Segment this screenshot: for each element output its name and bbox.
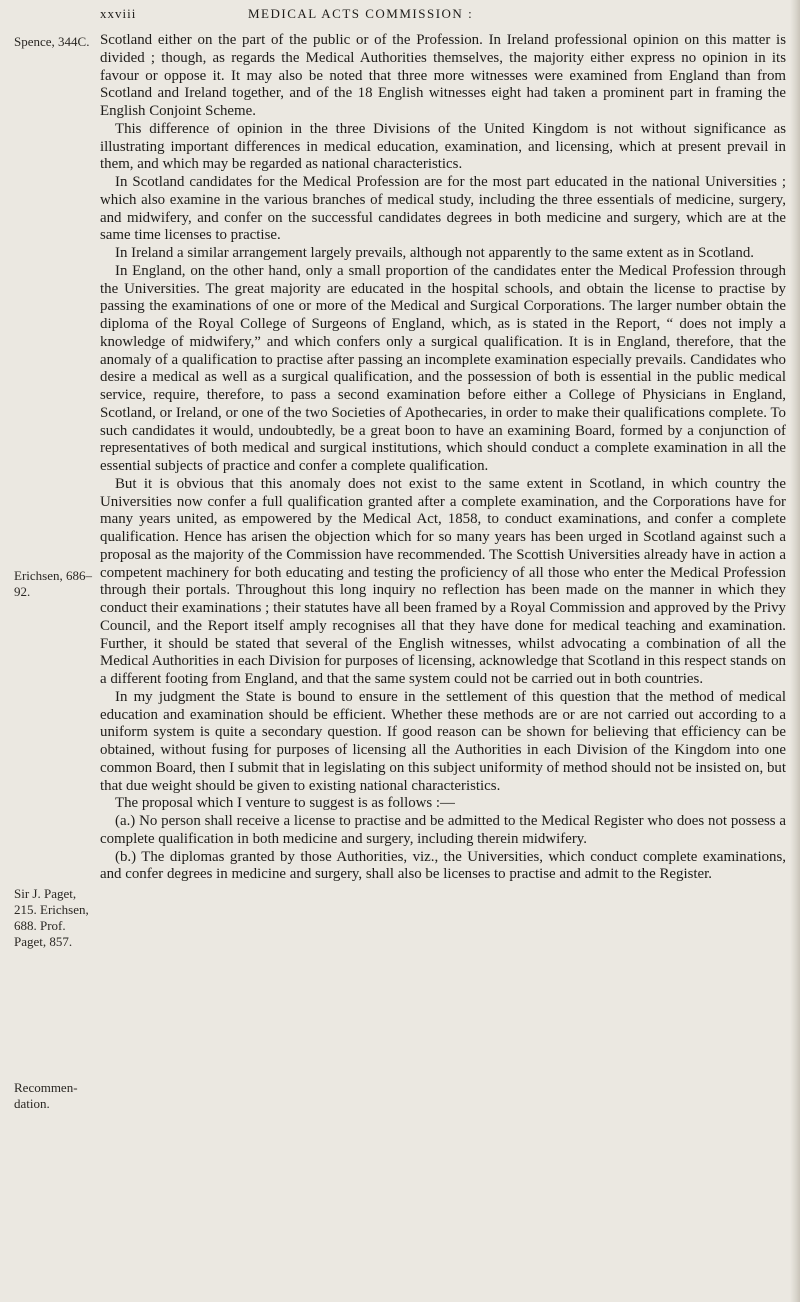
- paragraph: The proposal which I venture to suggest is as follows :—: [115, 795, 455, 812]
- clause-b: (b.) The diplomas granted by those Authorities, viz., the Universities, which conduct complete examinations, and confer degrees in medicine and surgery, shall also be licenses to practise and admit to the Register.: [100, 848, 786, 883]
- page-number: xxviii: [100, 6, 137, 21]
- margin-note-spence: Spence, 344C.: [14, 34, 90, 49]
- paragraph: In Ireland a similar arrangement largely prevails, although not apparently to the same extent as in Scotland.: [115, 245, 754, 261]
- margin-note-paget: Sir J. Paget, 215. Erichsen, 688. Prof. Paget, 857.: [14, 886, 89, 949]
- clause-a: (a.) No person shall receive a license to practise and be admitted to the Medical Register who does not possess a complete qualification in both medicine and surgery, including therein midwifery.: [100, 813, 786, 847]
- paragraph: In Scotland candidates for the Medical Profession are for the most part educated in the national Universities ; which also examine in the various branches of medical study, including the three essentials of medicine, surgery, and midwifery, and confer on the successful candidates degrees in both medicine and surgery, which are at the same time licenses to practise.: [100, 174, 786, 244]
- body-text: [100, 32, 786, 884]
- page-edge: [790, 0, 800, 1302]
- paragraph: In England, on the other hand, only a small proportion of the candidates enter the Medical Profession through the Universities. The great majority are educated in the hospital schools, and obtain the license to practise by passing the examinations of one or more of the Medical and Surgical Corporations. The larger number obtain the diploma of the Royal College of Surgeons of England, which, as is stated in the Report, “ does not imply a knowledge of midwifery,” and which confers only a surgical qualification. It is in England, therefore, that the anomaly of a qualification to practise after passing an incomplete examination especially prevails. Candidates who desire a medical as well as a surgical qualification, and the possession of both is essential in the public medical service, require, therefore, to pass a second examination before either a College of Physicians in England, Scotland, or Ireland, or one of the two Societies of Apothecaries, in order to make their qualifications complete. To such candidates it would, undoubtedly, be a great boon to have an examining Board, formed by a conjunction of representatives of both medical and surgical institutions, which should conduct a complete examination in all the essential subjects of practice and confer a complete qualification.: [100, 262, 786, 474]
- margin-note-erichsen: Erichsen, 686–92.: [14, 568, 92, 599]
- paragraph: In my judgment the State is bound to ensure in the settlement of this question that the method of medical education and examination should be efficient. Whether these methods are or are not carried out according to a uniform system is quite a secondary question. If good reason can be shown for believing that efficiency can be obtained, without fusing for purposes of licensing all the Authorities in each Division of the Kingdom into one common Board, then I submit that in legislating on this subject uniformity of method should not be insisted on, but that due weight should be given to existing national characteristics.: [100, 688, 786, 794]
- page-header: [0, 6, 800, 30]
- paragraph: Scotland either on the part of the public or of the Profession. In Ireland professional opinion on this matter is divided ; though, as regards the Medical Authorities themselves, the majority either express no opinion in its favour or oppose it. It may also be noted that three more witnesses were examined from England than from Scotland and Ireland together, and of the 18 English witnesses eight had taken a prominent part in framing the English Conjoint Scheme.: [100, 32, 786, 119]
- paragraph: But it is obvious that this anomaly does not exist to the same extent in Scotland, in which country the Universities now confer a full qualification granted after a complete examination, and the Corporations have for many years united, as empowered by the Medical Act, 1858, to conduct examinations, and confer a complete qualification. Hence has arisen the objection which for so many years has been urged in Scotland against such a proposal as the majority of the Commission have recommended. The Scottish Universities already have in action a competent machinery for both educating and testing the proficiency of all those who enter the Medical Profession through their portals. Throughout this long inquiry no reflection has been made on the manner in which they conduct their examinations ; their statutes have all been framed by a Royal Commission and approved by the Privy Council, and the Report itself amply recognises all that they have done for medical teaching and examination. Further, it should be stated that several of the English witnesses, whilst advocating a combination of all the Medical Authorities in each Division for purposes of licensing, acknowledge that Scotland in this respect stands on a different footing from England, and that the same system could not be carried out in both countries.: [100, 475, 786, 687]
- margin-note-recommendation: Recommen-dation.: [14, 1080, 78, 1111]
- paragraph: This difference of opinion in the three Divisions of the United Kingdom is not without significance as illustrating important differences in medical education, examination, and licensing, which at present prevail in them, and which may be regarded as national characteristics.: [100, 120, 786, 173]
- running-title: MEDICAL ACTS COMMISSION :: [248, 6, 474, 21]
